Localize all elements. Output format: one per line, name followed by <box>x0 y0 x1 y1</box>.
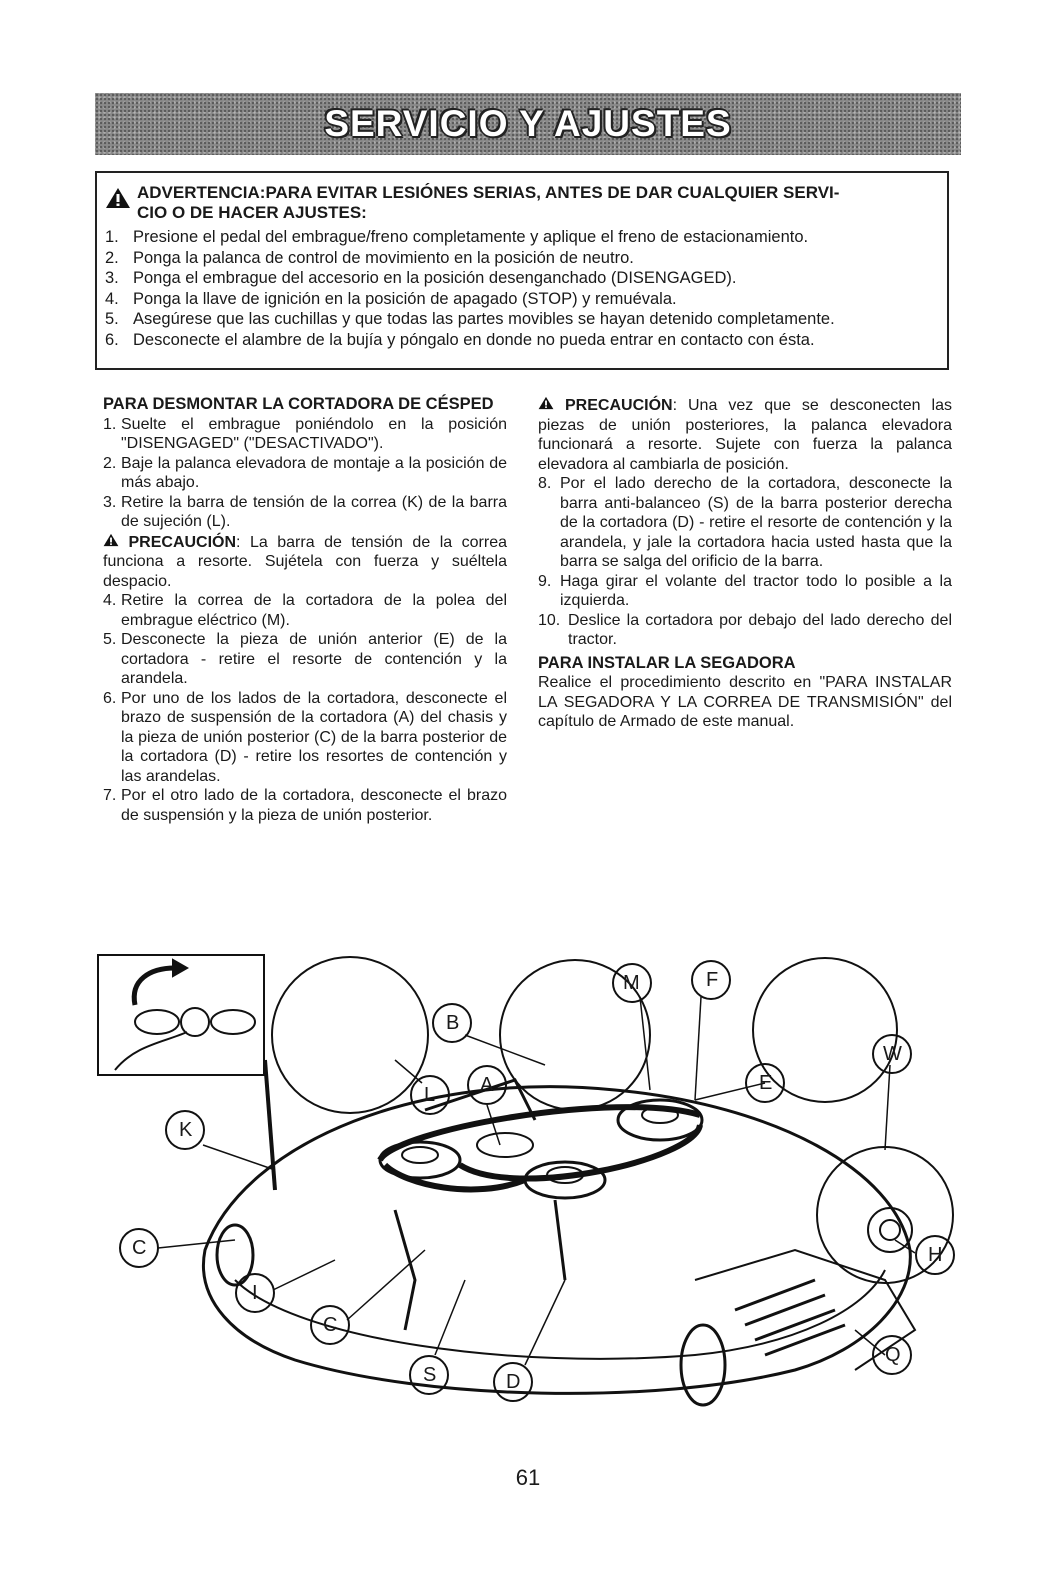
remove-mower-heading: PARA DESMONTAR LA CORTADORA DE CÉSPED <box>103 395 494 413</box>
warning-box <box>95 171 949 370</box>
caution-text: : La barra de tensión de la correa funciona a resorte. Sujétela con fuerza y suéltela despacio. <box>103 533 507 590</box>
warning-heading-line1: ADVERTENCIA:PARA EVITAR LESIÓNES SERIAS, ANTES DE DAR CUALQUIER SERVI- <box>137 183 840 202</box>
mower-deck-diagram <box>95 950 965 1420</box>
list-item: 7. Por el otro lado de la cortadora, desconecte el brazo de suspensión y la pieza de unión posterior. <box>103 787 507 824</box>
callout-label: S <box>423 1364 437 1386</box>
list-item: 2. Baje la palanca elevadora de montaje a la posición de más abajo. <box>103 454 507 491</box>
detail-circles <box>272 957 953 1283</box>
callout-label: C <box>323 1314 338 1336</box>
callout-label: M <box>623 972 640 994</box>
section-banner <box>95 93 961 155</box>
warning-heading-line2: CIO O DE HACER AJUSTES: <box>137 203 367 222</box>
right-column <box>538 395 952 732</box>
list-item: 8. Por el lado derecho de la cortadora, desconecte la barra anti-balanceo (S) de la barra posterior derecha de la cortadora (D) - retire el resorte de contención y la arandela, y jale la cortadora hacia usted hasta que la barra se salga del orificio de la barra. <box>538 475 952 570</box>
callout-label: B <box>446 1012 460 1034</box>
list-item: 10. Deslice la cortadora por debajo del lado derecho del tractor. <box>538 611 952 648</box>
callout-label: K <box>179 1119 193 1141</box>
warning-list <box>105 227 939 350</box>
callout-label: H <box>928 1244 943 1266</box>
lift-links <box>265 1060 565 1330</box>
callout-label: I <box>252 1282 258 1304</box>
list-item: 9. Haga girar el volante del tractor todo lo posible a la izquierda. <box>538 572 952 609</box>
left-column <box>103 395 507 825</box>
list-item: 5. Desconecte la pieza de unión anterior (E) de la cortadora - retire el resorte de contención y la arandela. <box>103 631 507 687</box>
page-number: 61 <box>515 1465 541 1490</box>
list-item: 3. Ponga el embrague del accesorio en la posición desenganchado (DISENGAGED). <box>105 269 737 287</box>
warning-triangle-icon <box>103 534 119 551</box>
install-text: Realice el procedimiento descrito en "PARA INSTALAR LA SEGADORA Y LA CORREA DE TRANSMISIÓN" del capítulo de Armado de este manual. <box>538 674 952 730</box>
list-item: 6. Desconecte el alambre de la bujía y póngalo en donde no pueda entrar en contacto con ésta. <box>105 330 815 349</box>
callout-label: D <box>506 1371 521 1393</box>
warning-heading <box>105 183 939 223</box>
callout-label: A <box>480 1074 494 1096</box>
callout-label: F <box>706 969 719 991</box>
install-mower-heading: PARA INSTALAR LA SEGADORA <box>538 653 796 672</box>
warning-triangle-icon <box>538 397 554 414</box>
caution-label: PRECAUCIÓN <box>565 397 673 414</box>
list-item: 6. Por uno de los lados de la cortadora, desconecte el brazo de suspensión de la cortadora (A) del chasis y la pieza de unión posterior (C) de la barra posterior de la cortadora (D) - retire los resortes de contención y las arandelas. <box>103 689 507 785</box>
section-title: SERVICIO Y AJUSTES <box>324 103 732 144</box>
list-item: 2. Ponga la palanca de control de movimiento en la posición de neutro. <box>105 248 634 267</box>
callout-label: C <box>132 1237 147 1259</box>
list-item: 4. Ponga la llave de ignición en la posición de apagado (STOP) y remuévala. <box>105 289 677 308</box>
callout-label: L <box>424 1084 436 1106</box>
caution-text: : Una vez que se desconecten las piezas de unión posteriores, la palanca elevadora funcionará a resorte. Sujete con fuerza la palanca elevadora al cambiarla de posición. <box>538 397 952 473</box>
callout-label: W <box>883 1043 902 1065</box>
warning-triangle-icon <box>105 183 137 223</box>
list-item: 1. Suelte el embrague poniéndolo en la posición "DISENGAGED" ("DESACTIVADO"). <box>103 415 507 452</box>
list-item: 5. Asegúrese que las cuchillas y que todas las partes movibles se hayan detenido completamente. <box>105 310 835 328</box>
caution-paragraph <box>103 533 507 592</box>
caution-label: PRECAUCIÓN <box>128 533 237 551</box>
callout-label: E <box>759 1072 773 1094</box>
list-item: 4. Retire la correa de la cortadora de la polea del embrague eléctrico (M). <box>103 592 507 629</box>
list-item: 3. Retire la barra de tensión de la correa (K) de la barra de sujeción (L). <box>103 493 507 530</box>
inset-lift-knob-box <box>98 955 264 1075</box>
callout-label: Q <box>885 1344 901 1366</box>
list-item: 1. Presione el pedal del embrague/freno completamente y aplique el freno de estacionamiento. <box>105 228 809 246</box>
caution-paragraph <box>538 396 952 474</box>
